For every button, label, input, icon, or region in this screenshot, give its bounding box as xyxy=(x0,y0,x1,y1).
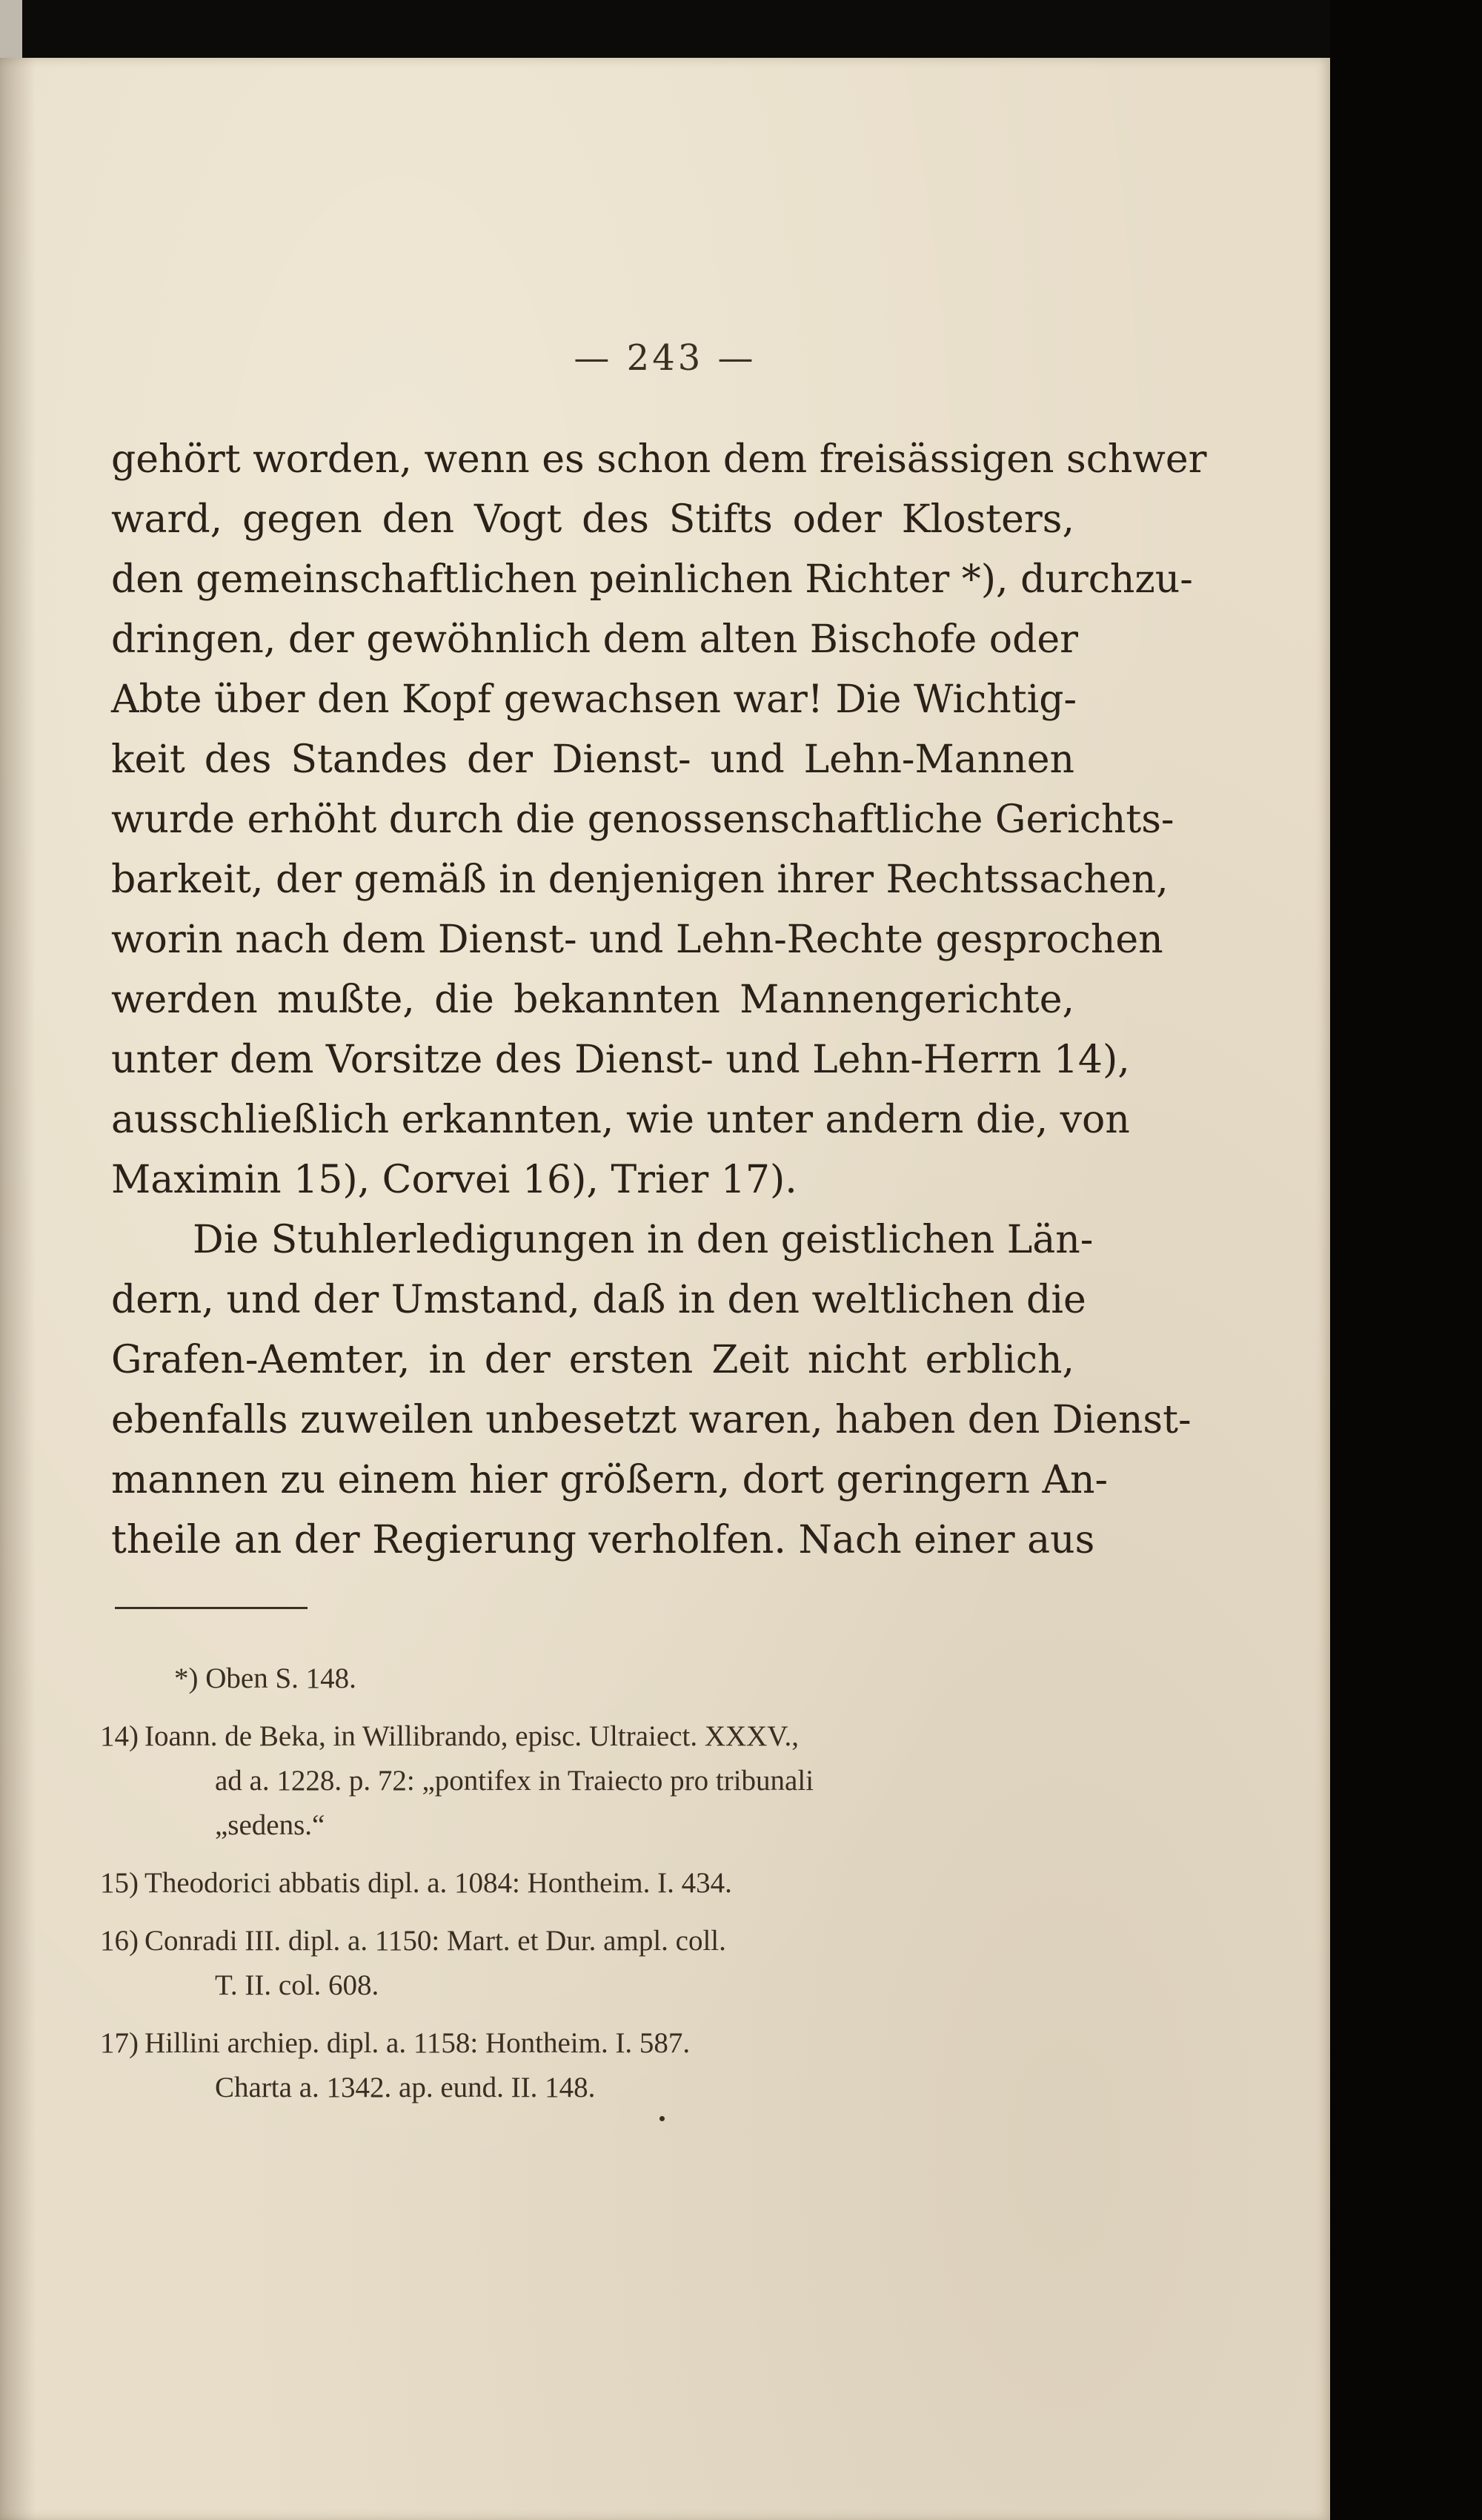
body-line: Die Stuhlerledigungen in den geistlichen Län- xyxy=(193,1218,1094,1262)
footnote-text: ad a. 1228. p. 72: „pontifex in Traiecto pro tribunali xyxy=(215,1765,814,1797)
body-line: den gemeinschaftlichen peinlichen Richter *), durchzu- xyxy=(111,557,1193,602)
spine-shadow xyxy=(0,58,36,2520)
body-line: ebenfalls zuweilen unbesetzt waren, haben den Dienst- xyxy=(111,1398,1192,1442)
body-line: keit des Standes der Dienst- und Lehn-Mannen xyxy=(111,737,1074,782)
footnote xyxy=(100,1861,1078,1906)
body-line: barkeit, der gemäß in denjenigen ihrer Rechtssachen, xyxy=(111,858,1169,902)
body-line: gehört worden, wenn es schon dem freisässigen schwer xyxy=(111,437,1207,482)
body-line: mannen zu einem hier größern, dort geringern An- xyxy=(111,1458,1109,1502)
footnote xyxy=(100,2021,1078,2110)
body-line: Abte über den Kopf gewachsen war! Die Wichtig- xyxy=(111,677,1077,722)
body-line: werden mußte, die bekannten Mannengerichte, xyxy=(111,978,1074,1022)
body-line: Grafen-Aemter, in der ersten Zeit nicht erblich, xyxy=(111,1338,1074,1382)
footnote xyxy=(144,1657,1078,1701)
body-line: wurde erhöht durch die genossenschaftliche Gerichts- xyxy=(111,798,1174,842)
body-line: dringen, der gewöhnlich dem alten Bischofe oder xyxy=(111,617,1079,662)
footnote-text: Hillini archiep. dipl. a. 1158: Hontheim. I. 587. xyxy=(144,2027,691,2059)
body-line: ward, gegen den Vogt des Stifts oder Klosters, xyxy=(111,497,1074,542)
footnote-number: 16) xyxy=(100,1925,139,1957)
footnote-text: „sedens.“ xyxy=(215,1809,325,1841)
footnote xyxy=(100,1714,1078,1848)
corner-tab xyxy=(0,0,22,58)
body-line: dern, und der Umstand, daß in den weltlichen die xyxy=(111,1278,1086,1322)
body-text xyxy=(111,430,1207,1571)
footnote-text: T. II. col. 608. xyxy=(215,1969,379,2001)
body-line: worin nach dem Dienst- und Lehn-Rechte gesprochen xyxy=(111,918,1163,962)
body-line: unter dem Vorsitze des Dienst- und Lehn-Herrn 14), xyxy=(111,1038,1130,1082)
ink-speck xyxy=(659,2116,665,2121)
body-line: ausschließlich erkannten, wie unter andern die, von xyxy=(111,1098,1130,1142)
footnote-divider xyxy=(115,1607,308,1609)
body-line: theile an der Regierung verholfen. Nach einer aus xyxy=(111,1518,1095,1562)
page-number: — 243 — xyxy=(574,337,757,379)
footnote-number: 15) xyxy=(100,1867,139,1899)
footnote-number: 17) xyxy=(100,2027,139,2059)
body-line: Maximin 15), Corvei 16), Trier 17). xyxy=(111,1158,797,1202)
page-edge-background xyxy=(1330,0,1482,2520)
footnote-text: *) Oben S. 148. xyxy=(174,1662,356,1694)
footnote-text: Conradi III. dipl. a. 1150: Mart. et Dur. ampl. coll. xyxy=(144,1925,726,1957)
footnote-text: Charta a. 1342. ap. eund. II. 148. xyxy=(215,2072,596,2103)
footnotes xyxy=(100,1657,1078,2123)
footnote xyxy=(100,1919,1078,2008)
footnote-text: Theodorici abbatis dipl. a. 1084: Hontheim. I. 434. xyxy=(144,1867,732,1899)
footnote-text: Ioann. de Beka, in Willibrando, episc. Ultraiect. XXXV., xyxy=(144,1720,799,1752)
footnote-number: 14) xyxy=(100,1720,139,1752)
